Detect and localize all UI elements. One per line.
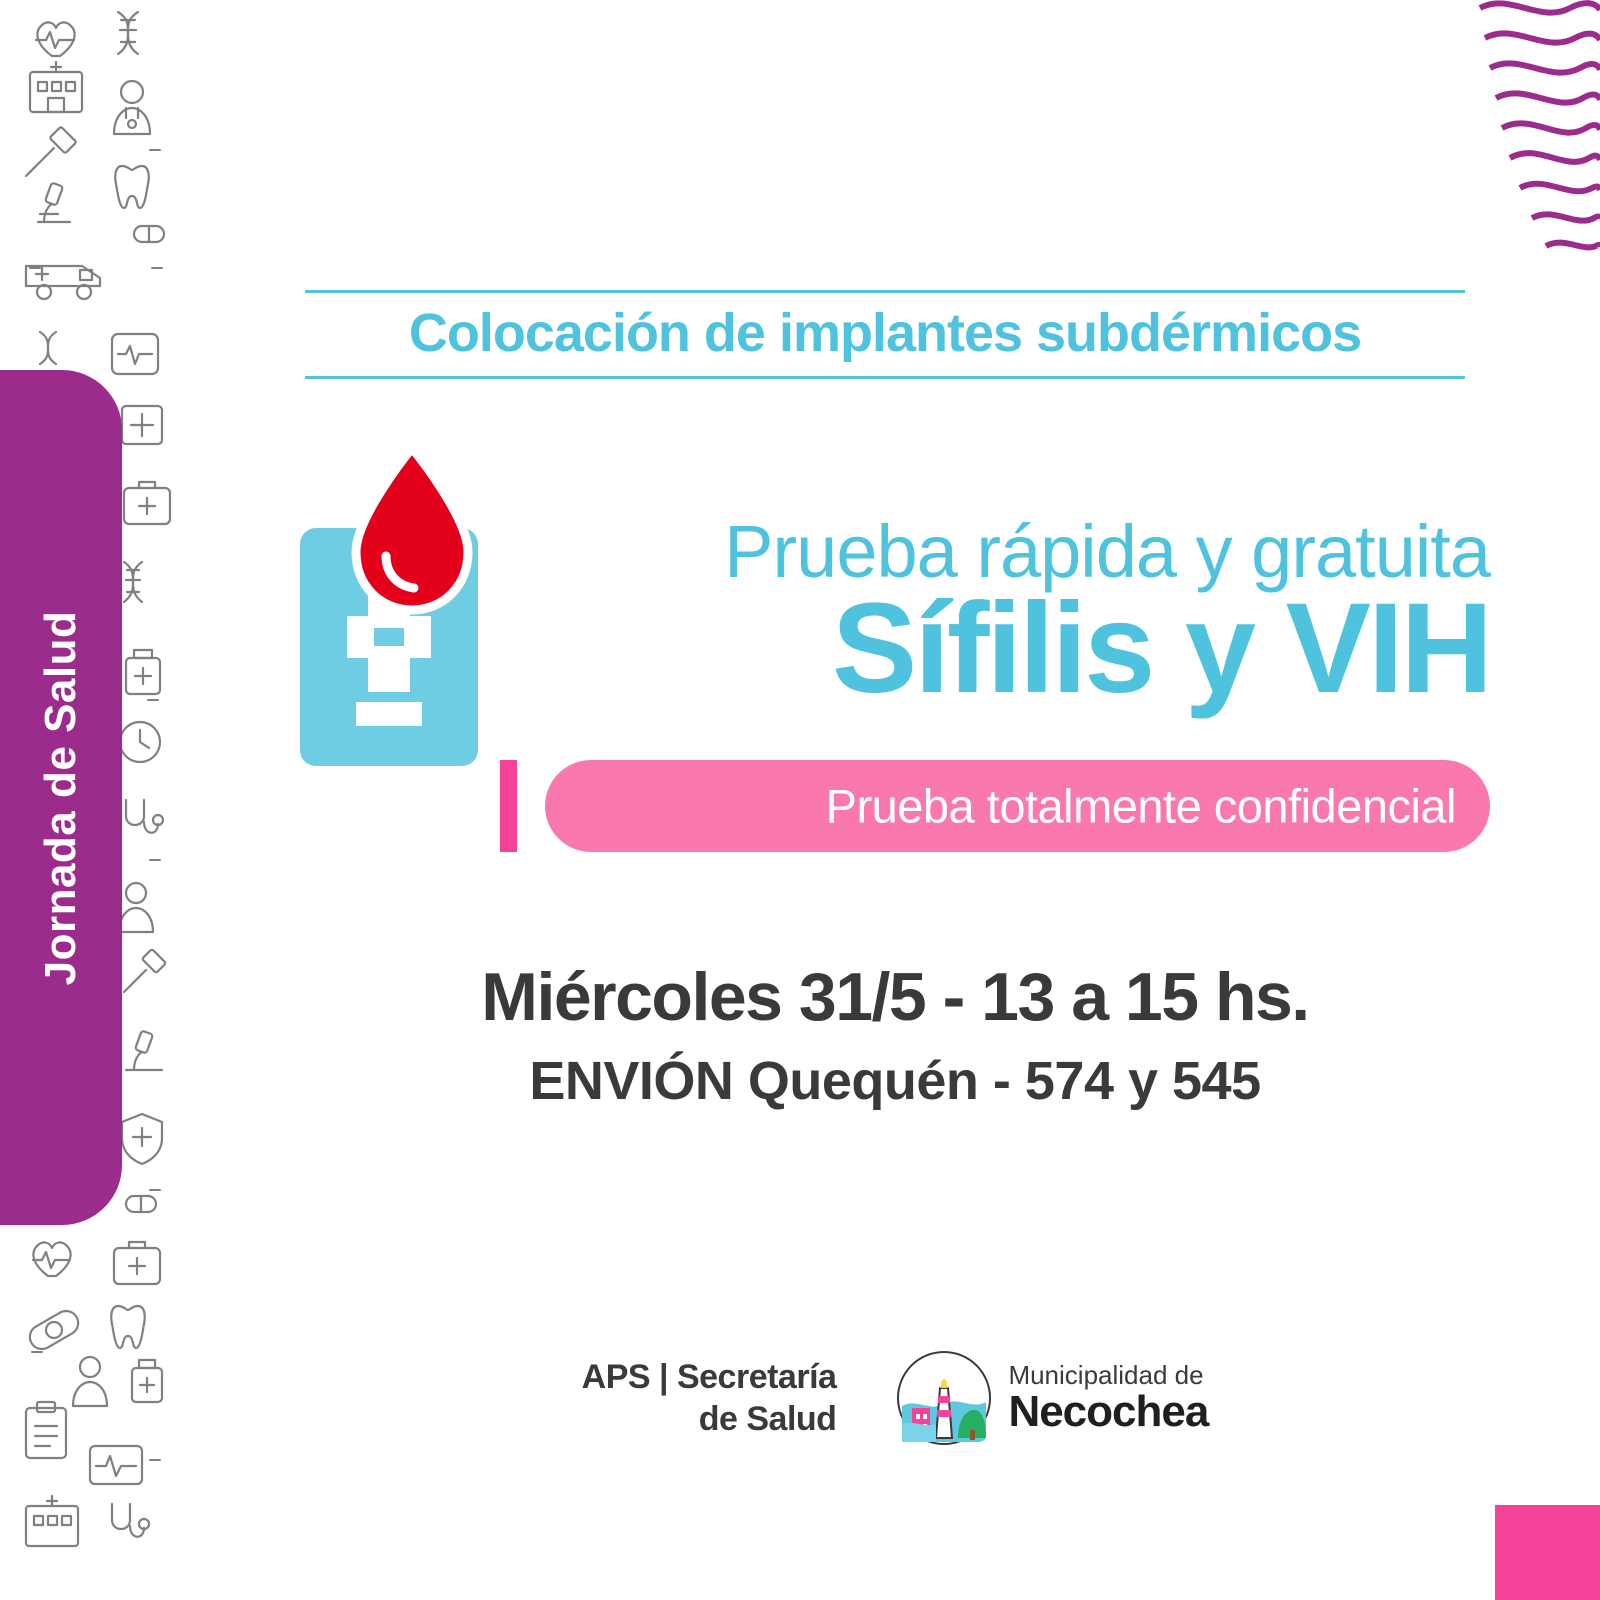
event-location: ENVIÓN Quequén - 574 y 545: [529, 1050, 1261, 1111]
footer-logos: [480, 1350, 1310, 1446]
aps-line2: de Salud: [698, 1400, 837, 1438]
confidential-banner: [500, 760, 1490, 852]
confidential-accent-tick: [500, 760, 517, 852]
event-date-time: Miércoles 31/5 - 13 a 15 hs.: [481, 959, 1309, 1035]
pink-square-decoration: [1495, 1505, 1600, 1600]
municipality-name: Necochea: [1008, 1387, 1209, 1437]
side-tab-label: Jornada de Salud: [36, 610, 85, 985]
municipality-small-label: Municipalidad de: [1008, 1359, 1204, 1390]
side-tab-jornada-de-salud: [0, 370, 122, 1225]
header-title: Colocación de implantes subdérmicos: [408, 303, 1362, 363]
aps-line1: APS | Secretaría: [581, 1357, 837, 1396]
event-details: [300, 960, 1490, 1114]
confidential-text: Prueba totalmente confidencial: [825, 779, 1456, 833]
municipality-logo: [896, 1350, 1208, 1446]
municipality-text: [1008, 1361, 1208, 1436]
blood-drop: [356, 448, 468, 610]
poster-content: [300, 0, 1490, 1600]
wave-decoration-top-right: [1380, 0, 1600, 270]
headline-group: [505, 510, 1490, 720]
aps-logo-text: [582, 1356, 837, 1441]
header-bottom-rule: [305, 376, 1465, 379]
confidential-bar: [545, 760, 1490, 852]
necochea-crest-icon: [896, 1350, 992, 1446]
blood-drop-test-icon: [300, 440, 530, 770]
headline-line1: Prueba rápida y gratuita: [724, 510, 1490, 593]
headline-line2: Sífilis y VIH: [831, 577, 1490, 720]
header-block: [305, 290, 1465, 379]
